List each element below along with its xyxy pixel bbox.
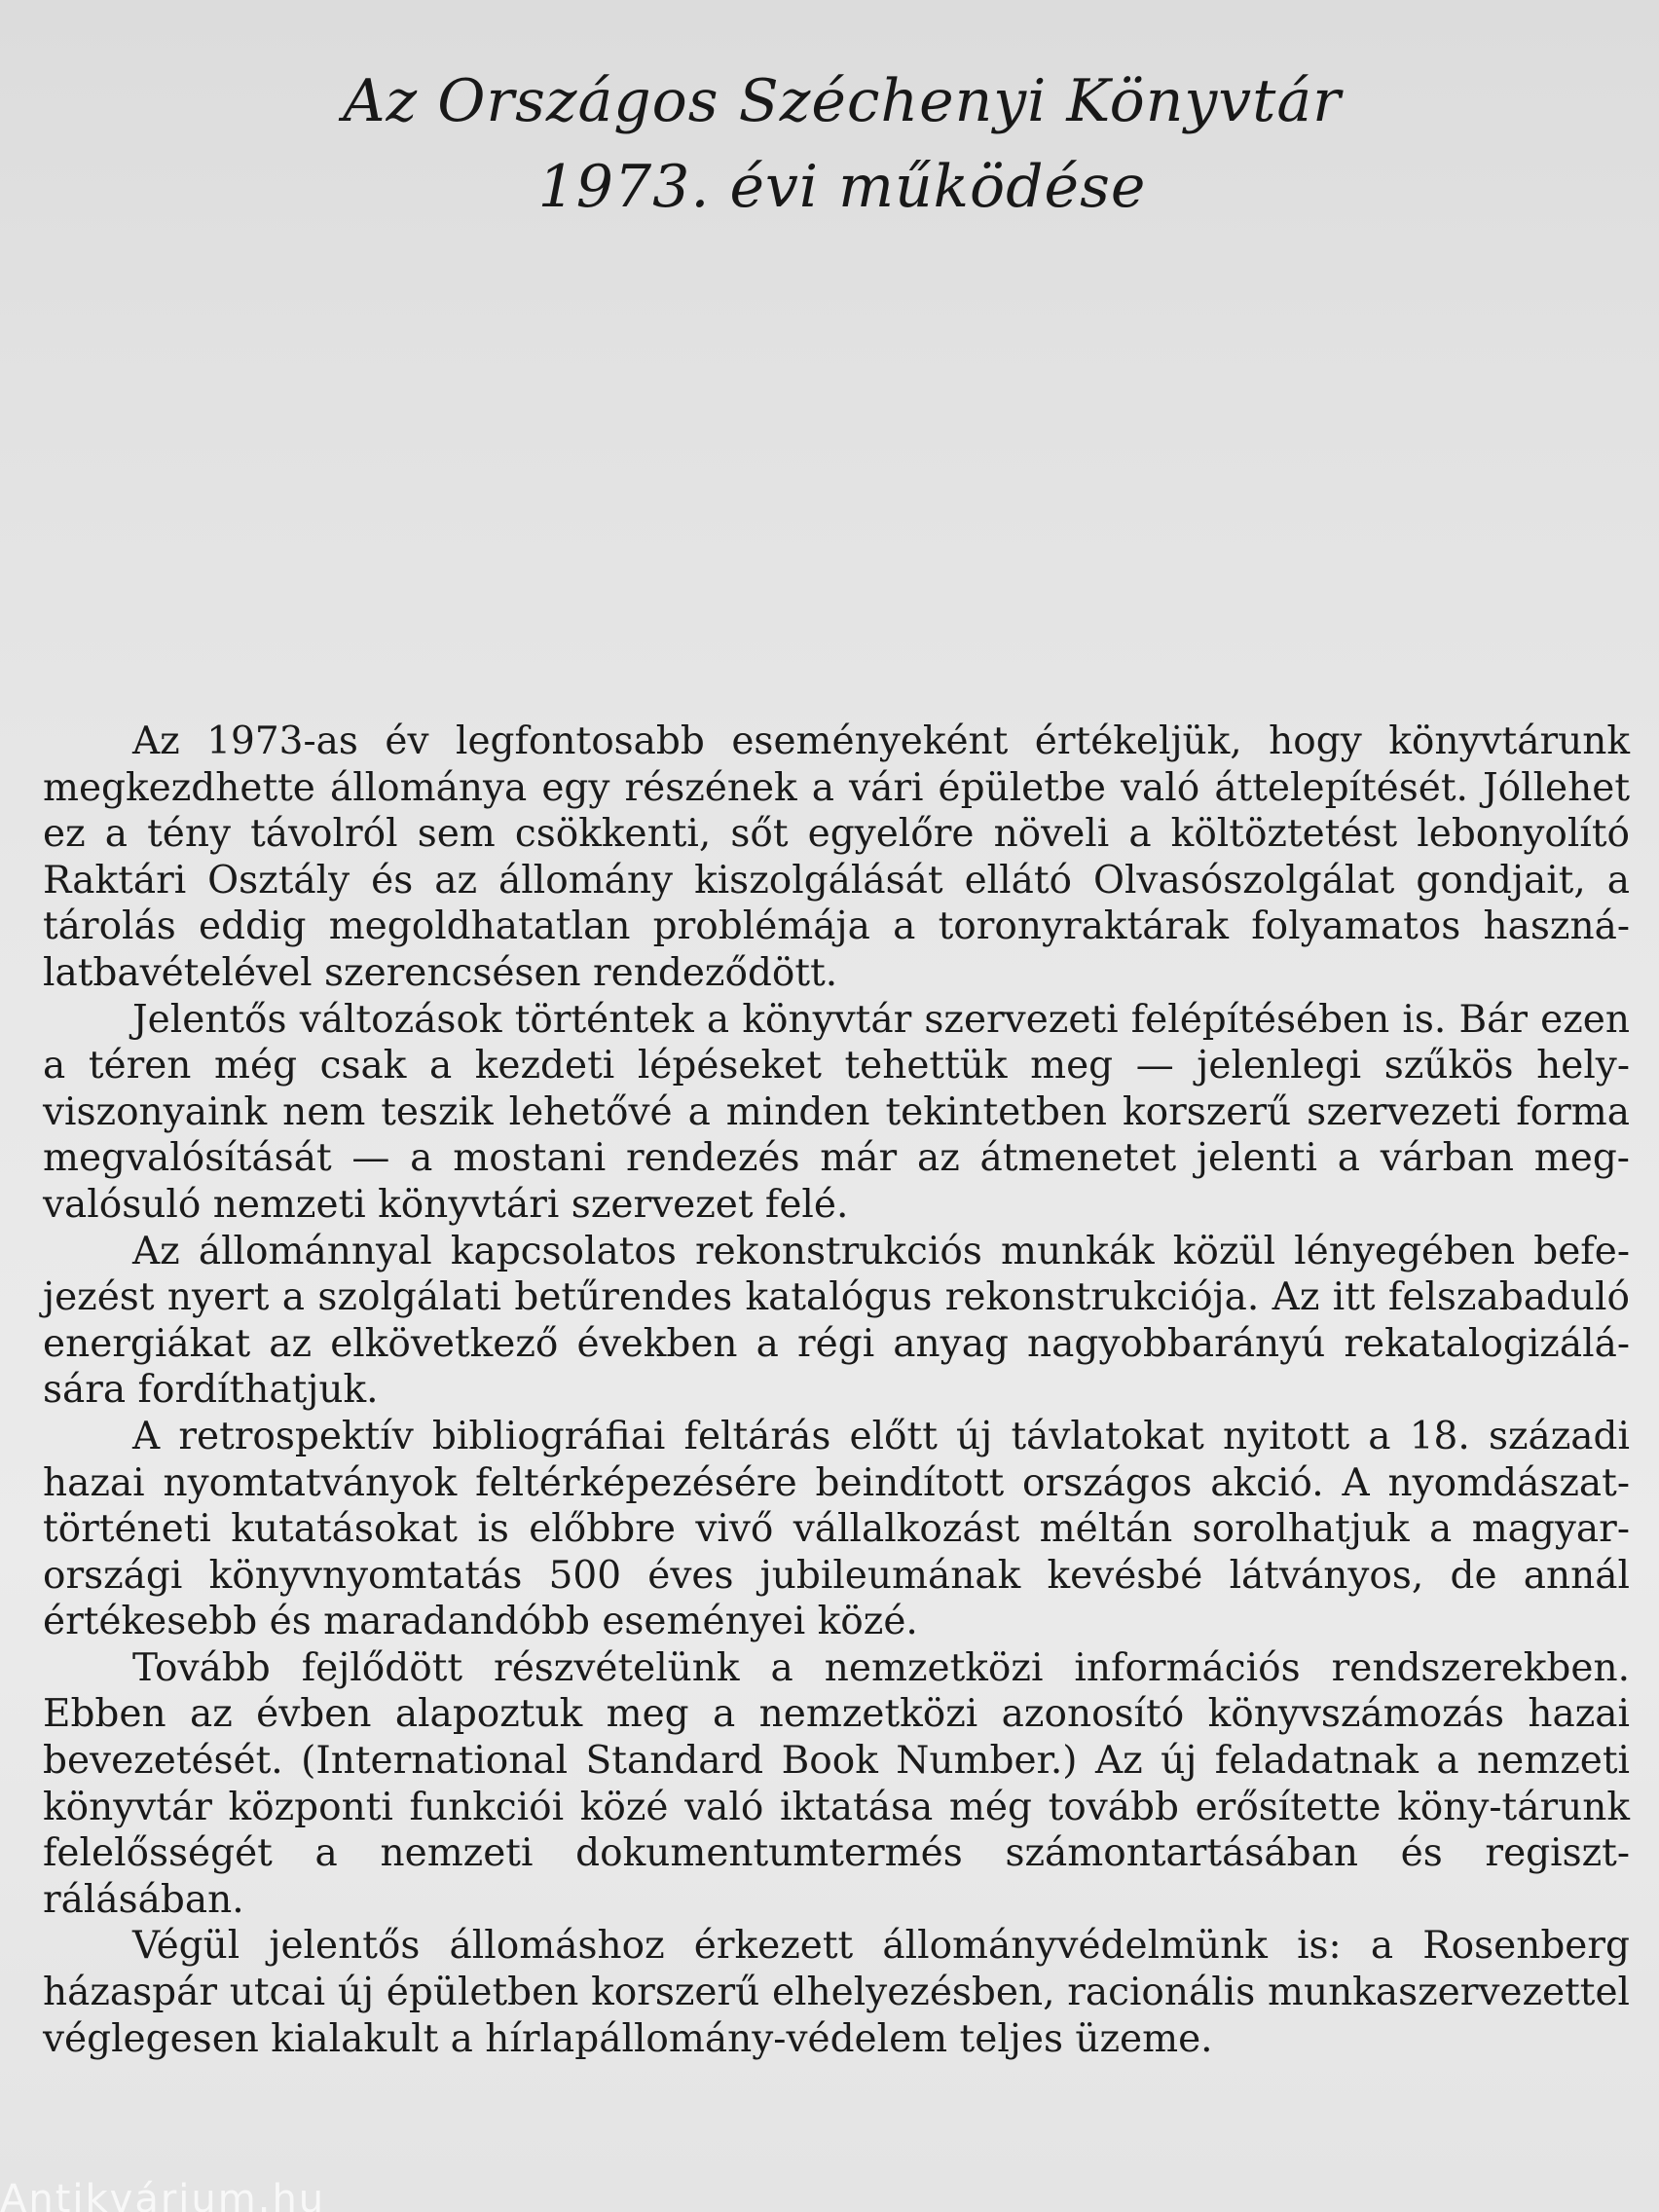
paragraph: Az 1973-as év legfontosabb eseményeként értékeljük, hogy könyvtárunk megkezdhette állománya egy részének a vári épületbe való áttelepítését. Jóllehet ez a tény távolról sem csökkenti, sőt egyelőre növeli a költöztetést lebonyolító Raktári Osztály és az állomány kiszolgálását ellátó Olvasószolgálat gondjait, a tárolás eddig megoldhatatlan problémája a toronyraktárak folyamatos haszná-latbavételével szerencsésen rendeződött. xyxy=(43,719,1630,995)
paragraph: Végül jelentős állomáshoz érkezett állományvédelmünk is: a Rosenberg házaspár utcai új épületben korszerű elhelyezésben, racionális munkaszervezettel véglegesen kialakult a hírlapállomány-védelem teljes üzeme. xyxy=(43,1924,1630,2061)
paragraph: Az állománnyal kapcsolatos rekonstrukciós munkák közül lényegében befe-jezést nyert a szolgálati betűrendes katalógus rekonstrukciója. Az itt felszabaduló energiákat az elkövetkező években a régi anyag nagyobbarányú rekatalogizálá-sára fordíthatjuk. xyxy=(43,1229,1630,1413)
title-line-1: Az Országos Széchenyi Könyvtár xyxy=(343,67,1342,135)
body-text xyxy=(43,719,1630,2062)
title-line-2: 1973. évi működése xyxy=(537,153,1147,221)
watermark: Antikvárium.hu xyxy=(0,2177,326,2212)
paragraph: A retrospektív bibliográfiai feltárás előtt új távlatokat nyitott a 18. századi hazai nyomtatványok feltérképezésére beindított országos akció. A nyomdászat-történeti kutatásokat is előbbre vivő vállalkozást méltán sorolhatjuk a magyar-országi könyvnyomtatás 500 éves jubileumának kevésbé látványos, de annál értékesebb és maradandóbb eseményei közé. xyxy=(43,1414,1630,1644)
paragraph: Jelentős változások történtek a könyvtár szervezeti felépítésében is. Bár ezen a téren még csak a kezdeti lépéseket tehettük meg — jelenlegi szűkös hely-viszonyaink nem teszik lehetővé a minden tekintetben korszerű szervezeti forma megvalósítását — a mostani rendezés már az átmenetet jelenti a várban meg-valósuló nemzeti könyvtári szervezet felé. xyxy=(43,997,1630,1227)
title-block xyxy=(292,58,1392,230)
paragraph: Tovább fejlődött részvételünk a nemzetközi információs rendszerekben. Ebben az évben alapoztuk meg a nemzetközi azonosító könyvszámozás hazai bevezetését. (International Standard Book Number.) Az új feladatnak a nemzeti könyvtár központi funkciói közé való iktatása még tovább erősítette köny-tárunk felelősségét a nemzeti dokumentumtermés számontartásában és regiszt-rálásában. xyxy=(43,1645,1630,1922)
